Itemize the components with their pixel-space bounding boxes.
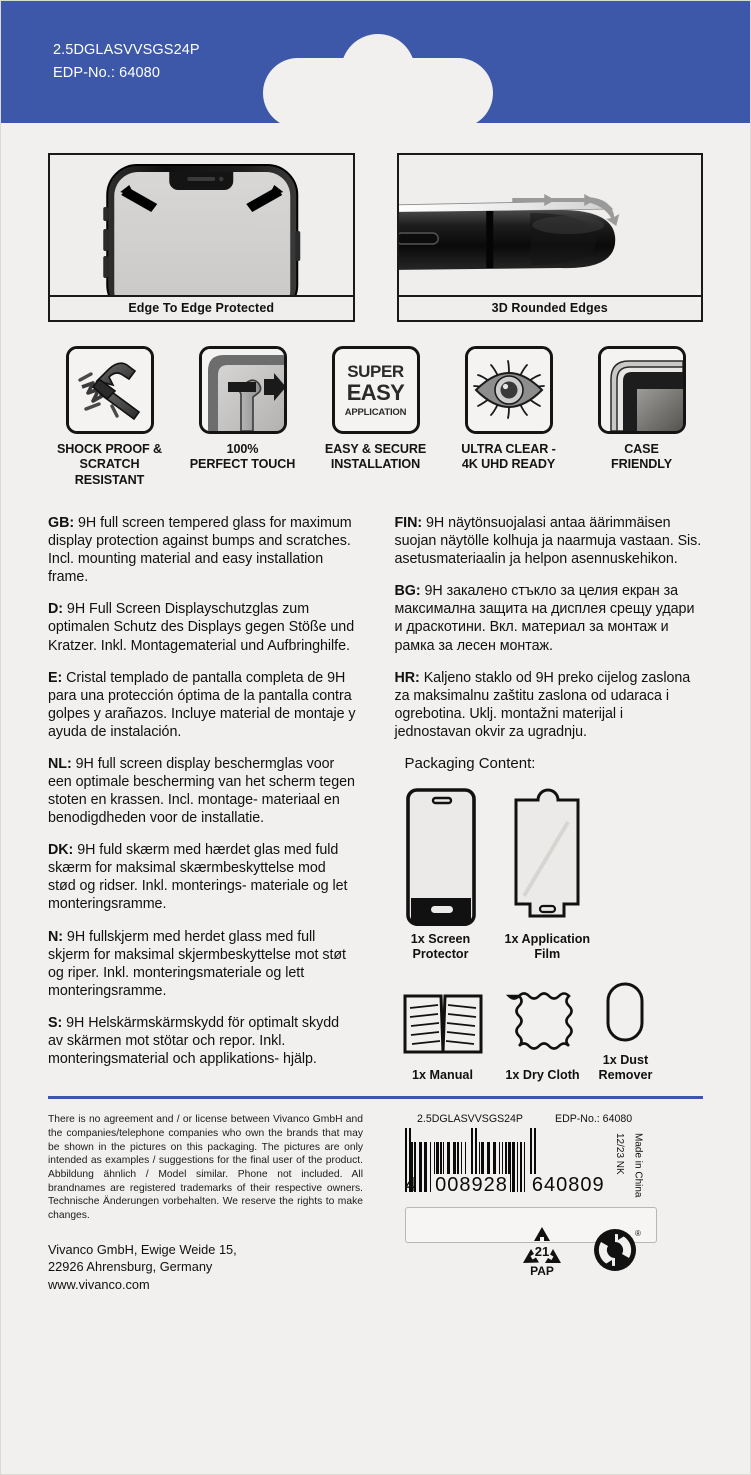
manual-icon bbox=[399, 990, 487, 1064]
recycling-symbols bbox=[515, 1223, 643, 1277]
lang-code-e: E: bbox=[48, 669, 63, 686]
lang-text-d: 9H Full Screen Displayschutzglas zum optimalen Schutz des Displays gegen Stöße und Kratzer. Inkl. Montagematerial und Aufbringhilfe. bbox=[48, 601, 355, 654]
phone-case-icon bbox=[598, 346, 686, 434]
lang-block-fin bbox=[395, 514, 704, 568]
application-film-shape-icon bbox=[506, 786, 588, 928]
lang-block-d bbox=[48, 600, 357, 654]
ean-barcode bbox=[405, 1128, 607, 1197]
hammer-shock-icon bbox=[66, 346, 154, 434]
header-edp-number: EDP-No.: 64080 bbox=[53, 65, 160, 82]
footer-divider bbox=[48, 1096, 703, 1099]
euro-hang-tab-hole bbox=[341, 34, 415, 108]
lang-code-fin: FIN: bbox=[394, 515, 423, 532]
barcode-lead-digit: 4 bbox=[405, 1174, 418, 1197]
svg-text:®: ® bbox=[635, 1228, 641, 1238]
lang-code-hr: HR: bbox=[394, 669, 420, 686]
lang-code-nl: NL: bbox=[48, 755, 72, 772]
barcode-edp-number: EDP-No.: 64080 bbox=[555, 1113, 633, 1126]
batch-code-text: 12/23 NK bbox=[614, 1132, 626, 1175]
packaging-item-manual bbox=[399, 990, 487, 1083]
pap-number: 21 bbox=[534, 1243, 550, 1259]
lang-block-n bbox=[48, 928, 357, 1000]
dry-cloth-shape-icon bbox=[501, 990, 585, 1064]
finger-touch-icon bbox=[199, 346, 287, 434]
panel-edge-to-edge bbox=[48, 153, 355, 322]
barcode-group-left: 008928 bbox=[435, 1174, 508, 1197]
dust-remover-icon bbox=[602, 975, 648, 1049]
screen-protector-shape-icon bbox=[403, 786, 479, 928]
address-line-1: Vivanco GmbH, Ewige Weide 15, bbox=[48, 1241, 237, 1257]
packaging-label-manual: 1x Manual bbox=[412, 1067, 473, 1082]
feature-label-easy-secure: EASY & SECURE INSTALLATION bbox=[324, 442, 427, 472]
lang-text-n: 9H fullskjerm med herdet glass med full skjerm for maksimal skjermbeskyttelse mot støt og riper. Inkl. monteringsmateriale og lett monteringsramme. bbox=[48, 928, 346, 999]
phone-side-profile-icon bbox=[399, 155, 702, 297]
barcode-group-right: 640809 bbox=[531, 1174, 605, 1197]
origin-text: Made in China bbox=[632, 1132, 644, 1198]
product-illustration-panels bbox=[48, 153, 703, 322]
rounded-edges-illustration bbox=[399, 155, 702, 297]
lang-block-dk bbox=[48, 841, 357, 913]
packaging-content-section bbox=[395, 755, 704, 1082]
packaging-row-bottom bbox=[395, 975, 704, 1082]
feature-case-friendly bbox=[580, 346, 703, 488]
super-easy-badge-text bbox=[335, 349, 417, 431]
badge-line-application: APPLICATION bbox=[344, 407, 407, 418]
barcode-header-codes bbox=[405, 1113, 703, 1125]
packaging-label-dry-cloth: 1x Dry Cloth bbox=[505, 1067, 580, 1082]
address-website: www.vivanco.com bbox=[48, 1276, 150, 1292]
eye-lashes-icon bbox=[468, 349, 550, 431]
lang-block-e bbox=[48, 669, 357, 741]
green-dot-icon bbox=[591, 1224, 643, 1276]
lang-text-gb: 9H full screen tempered glass for maximum display protection against bumps and scratches. Incl. mounting material and easy installation frame. bbox=[48, 515, 352, 586]
description-column-right bbox=[395, 514, 704, 1082]
panel-caption-edge-to-edge: Edge To Edge Protected bbox=[128, 301, 275, 315]
feature-easy-secure-installation bbox=[314, 346, 437, 488]
hammer-icon bbox=[69, 349, 151, 431]
phone-front-arrows-icon bbox=[50, 155, 353, 297]
lang-block-nl bbox=[48, 755, 357, 827]
lang-block-s bbox=[48, 1014, 357, 1068]
case-corner-icon bbox=[601, 349, 683, 431]
panel-caption-3d-rounded-edges: 3D Rounded Edges bbox=[491, 301, 608, 315]
description-columns bbox=[48, 514, 703, 1082]
super-easy-application-icon bbox=[332, 346, 420, 434]
barcode-side-text bbox=[607, 1133, 644, 1197]
address-line-2: 22926 Ahrensburg, Germany bbox=[48, 1259, 213, 1275]
barcode-wrap bbox=[405, 1128, 703, 1197]
lang-code-s: S: bbox=[48, 1014, 63, 1031]
dust-remover-sticker-icon bbox=[602, 980, 648, 1044]
pap-recycle-icon bbox=[515, 1223, 569, 1277]
company-address bbox=[48, 1241, 363, 1293]
feature-shock-proof bbox=[48, 346, 171, 488]
lang-text-nl: 9H full screen display beschermglas voor een optimale bescherming van het scherm tegen stoten en krassen. Incl. montage- materiaal en benodigdheden voor de installatie. bbox=[48, 755, 355, 827]
feature-label-case-friendly: CASE FRIENDLY bbox=[610, 442, 672, 472]
barcode-digits bbox=[405, 1174, 607, 1197]
header-codes bbox=[53, 39, 200, 86]
lang-text-dk: 9H fuld skærm med hærdet glas med fuld skærm for maksimal skærmbeskyttelse mod stød og ridser. Inkl. monterings- materiale og let monteringsramme. bbox=[48, 842, 348, 913]
lang-code-dk: DK: bbox=[48, 842, 74, 859]
lang-block-hr bbox=[395, 669, 704, 741]
badge-line-super: SUPER bbox=[347, 362, 404, 381]
feature-ultra-clear bbox=[447, 346, 570, 488]
packaging-row-top bbox=[395, 786, 704, 961]
badge-line-easy: EASY bbox=[346, 380, 405, 405]
description-column-left bbox=[48, 514, 357, 1082]
feature-label-shock-proof: SHOCK PROOF & SCRATCH RESISTANT bbox=[56, 442, 163, 487]
lang-text-bg: 9H закалено стъкло за целия екран за максимална защита на дисплея срещу удари и драскотини. Вкл. материал за монтаж и рамка за лесен монтаж. bbox=[394, 583, 695, 654]
feature-label-perfect-touch: 100% PERFECT TOUCH bbox=[189, 442, 296, 472]
packaging-item-application-film bbox=[505, 786, 591, 961]
finger-arrow-icon bbox=[202, 349, 284, 431]
pap-material: PAP bbox=[530, 1263, 554, 1277]
panel-3d-rounded-edges bbox=[397, 153, 704, 322]
packaging-item-dry-cloth bbox=[501, 990, 585, 1083]
barcode-product-code: 2.5DGLASVVSGS24P bbox=[417, 1113, 523, 1126]
eye-icon bbox=[465, 346, 553, 434]
footer-right-column bbox=[363, 1113, 703, 1293]
packaging-item-dust-remover bbox=[599, 975, 653, 1082]
manual-booklet-icon bbox=[399, 990, 487, 1064]
header-product-code: 2.5DGLASVVSGS24P bbox=[53, 42, 200, 58]
packaging-label-screen-protector: 1x Screen Protector bbox=[410, 931, 471, 961]
packaging-item-screen-protector bbox=[403, 786, 479, 961]
lang-block-gb bbox=[48, 514, 357, 586]
lang-text-hr: Kaljeno staklo od 9H preko cijelog zaslona za maksimalnu zaštitu zaslona od udaraca i ogrebotina. Uklj. montažni materijal i jednostavan okvir za ugradnju. bbox=[394, 669, 691, 740]
packaging-label-dust-remover: 1x Dust Remover bbox=[598, 1053, 653, 1082]
lang-code-n: N: bbox=[48, 928, 63, 945]
screen-protector-icon bbox=[403, 786, 479, 928]
lang-text-e: Cristal templado de pantalla completa de 9H para una protección óptima de la pantalla contra golpes y arañazos. Incluye material de montaje y ayuda de instalación. bbox=[48, 669, 356, 740]
lang-text-fin: 9H näytönsuojalasi antaa äärimmäisen suojan näytölle kolhuja ja naarmuja vastaan. Sis. asetusmateriaalin ja helpon asennuskehikon. bbox=[394, 515, 702, 568]
lang-block-bg bbox=[395, 582, 704, 654]
lang-code-gb: GB: bbox=[48, 515, 75, 532]
feature-perfect-touch bbox=[181, 346, 304, 488]
lang-text-s: 9H Helskärmskärmskydd för optimalt skydd av skärmen mot stötar och repor. Inkl. monteringsmaterial och applikations- hjälp. bbox=[48, 1014, 340, 1068]
edge-to-edge-illustration bbox=[50, 155, 353, 297]
packaging-label-application-film: 1x Application Film bbox=[504, 931, 591, 961]
feature-icons-row bbox=[48, 346, 703, 488]
packaging-content-title: Packaging Content: bbox=[404, 754, 536, 772]
legal-disclaimer-text: There is no agreement and / or license between Vivanco GmbH and the companies/telephone companies who own the brands that may be shown in the pictures on this packaging. The pictures are only intended as examples / suggestions for the final user of the product. Abbildung ähnlich / Model similar. Phone not included. All brandnames are registered trademarks of their respective owners. Technische Änderungen vorbehalten. We reserve the rights to make changes. bbox=[48, 1114, 363, 1222]
lang-code-d: D: bbox=[48, 601, 63, 618]
lang-code-bg: BG: bbox=[394, 583, 421, 600]
dry-cloth-icon bbox=[501, 990, 585, 1064]
footer-left-column bbox=[48, 1113, 363, 1293]
application-film-icon bbox=[506, 786, 588, 928]
feature-label-ultra-clear: ULTRA CLEAR - 4K UHD READY bbox=[461, 442, 556, 472]
footer-section bbox=[48, 1113, 703, 1293]
header-band bbox=[1, 1, 750, 123]
